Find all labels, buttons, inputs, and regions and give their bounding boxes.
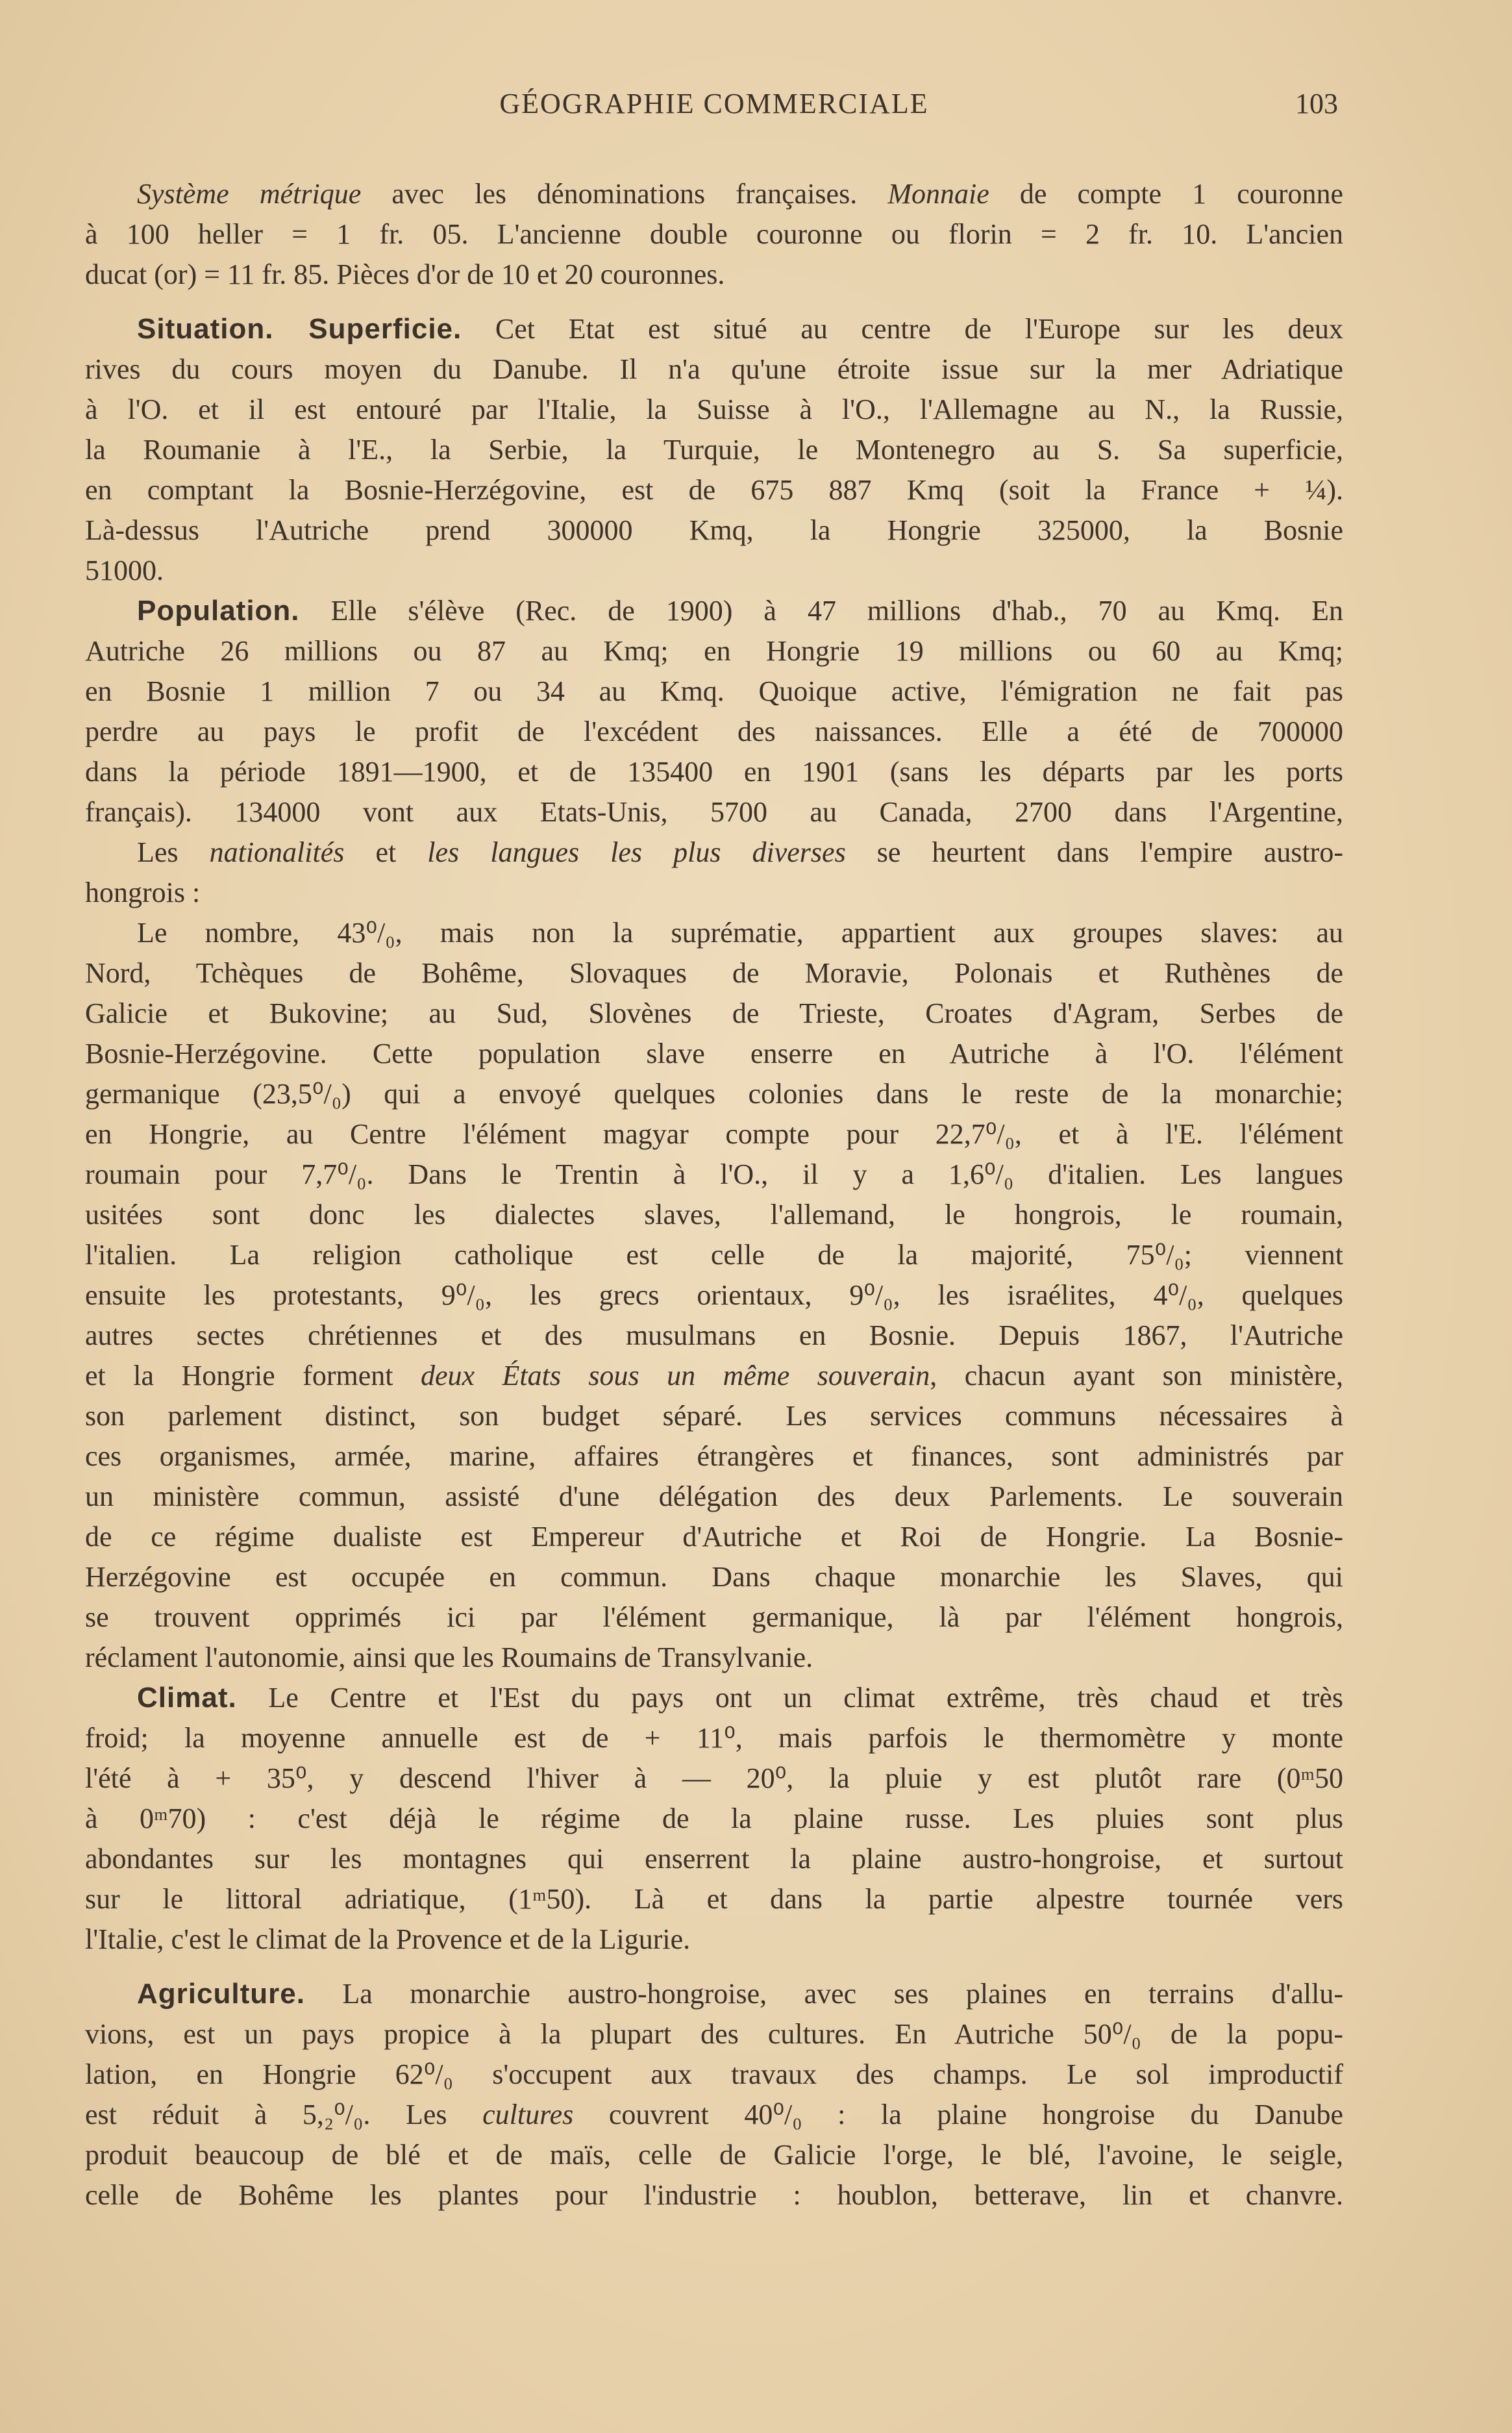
text-line — [85, 1597, 1343, 1638]
section-heading: Population. — [137, 595, 300, 627]
text-run: Herzégovine est occupée en commun. Dans chaque monarchie les Slaves, qui — [85, 1561, 1343, 1593]
paragraph — [85, 591, 1343, 832]
text-run: français). 134000 vont aux Etats-Unis, 5700 au Canada, 2700 dans l'Argentine, — [85, 796, 1343, 828]
text-run: Les — [137, 836, 210, 868]
text-run: Le Centre et l'Est du pays ont un climat extrême, très chaud et très — [236, 1682, 1343, 1714]
italic-text: deux États sous un même souverain — [420, 1360, 930, 1391]
text-run: roumain pour 7,7⁰/₀. Dans le Trentin à l'O., il y a 1,6⁰/₀ d'italien. Les langues — [85, 1158, 1343, 1190]
text-line — [85, 255, 1343, 295]
text-line — [85, 2014, 1343, 2054]
text-line — [85, 832, 1343, 873]
text-line — [85, 1436, 1343, 1477]
text-run: sur le littoral adriatique, (1ᵐ50). Là et dans la partie alpestre tournée vers — [85, 1883, 1343, 1915]
text-line — [85, 1396, 1343, 1436]
text-line — [85, 591, 1343, 631]
text-run: ces organismes, armée, marine, affaires étrangères et finances, sont administrés par — [85, 1440, 1343, 1472]
text-run: celle de Bohême les plantes pour l'industrie : houblon, betterave, lin et chanvre. — [85, 2179, 1343, 2211]
text-run: réclament l'autonomie, ainsi que les Roumains de Transylvanie. — [85, 1641, 813, 1673]
text-run: dans la période 1891—1900, et de 135400 en 1901 (sans les départs par les ports — [85, 756, 1343, 788]
text-line — [85, 1974, 1343, 2014]
text-line — [85, 1195, 1343, 1235]
text-run: hongrois : — [85, 877, 201, 908]
text-run: Le nombre, 43⁰/₀, mais non la suprématie, appartient aux groupes slaves: au — [137, 917, 1343, 949]
text-run: se heurtent dans l'empire austro- — [845, 836, 1343, 868]
text-line — [85, 174, 1343, 214]
text-run: l'été à + 35⁰, y descend l'hiver à — 20⁰, la pluie y est plutôt rare (0ᵐ50 — [85, 1762, 1343, 1794]
text-run: Cet Etat est situé au centre de l'Europe sur les deux — [462, 313, 1343, 345]
running-title: GÉOGRAPHIE COMMERCIALE — [499, 88, 929, 119]
text-line — [85, 1879, 1343, 1919]
page-number: 103 — [1295, 88, 1338, 119]
text-line — [85, 873, 1343, 913]
text-line — [85, 712, 1343, 752]
italic-text: Système métrique — [137, 178, 362, 210]
paragraph — [85, 913, 1343, 1678]
text-run: et — [344, 836, 428, 868]
text-line — [85, 1517, 1343, 1557]
text-run: produit beaucoup de blé et de maïs, celle de Galicie l'orge, le blé, l'avoine, le seigle, — [85, 2139, 1343, 2171]
text-run: de compte 1 couronne — [989, 178, 1343, 210]
text-run: froid; la moyenne annuelle est de + 11⁰, mais parfois le thermomètre y monte — [85, 1722, 1343, 1754]
text-line — [85, 2135, 1343, 2175]
text-run: Autriche 26 millions ou 87 au Kmq; en Hongrie 19 millions ou 60 au Kmq; — [85, 635, 1343, 667]
text-line — [85, 214, 1343, 255]
text-run: ensuite les protestants, 9⁰/₀, les grecs orientaux, 9⁰/₀, les israélites, 4⁰/₀, quelques — [85, 1279, 1343, 1311]
italic-text: les langues les plus diverses — [427, 836, 846, 868]
text-line — [85, 1477, 1343, 1517]
text-run: usitées sont donc les dialectes slaves, l'allemand, le hongrois, le roumain, — [85, 1199, 1343, 1230]
text-line — [85, 309, 1343, 349]
text-line — [85, 349, 1343, 390]
paragraph — [85, 309, 1343, 591]
text-line — [85, 2095, 1343, 2135]
section-heading: Situation. Superficie. — [137, 313, 462, 345]
text-run: son parlement distinct, son budget séparé. Les services communs nécessaires à — [85, 1400, 1343, 1432]
text-line — [85, 671, 1343, 712]
text-run: ducat (or) = 11 fr. 85. Pièces d'or de 10 et 20 couronnes. — [85, 258, 725, 290]
text-line — [85, 1034, 1343, 1074]
paragraph — [85, 832, 1343, 913]
paragraph — [85, 1974, 1343, 2215]
text-run: perdre au pays le profit de l'excédent des naissances. Elle a été de 700000 — [85, 716, 1343, 747]
text-line — [85, 2054, 1343, 2095]
text-run: à l'O. et il est entouré par l'Italie, la Suisse à l'O., l'Allemagne au N., la Russie, — [85, 393, 1343, 425]
text-line — [85, 551, 1343, 591]
text-run: vions, est un pays propice à la plupart des cultures. En Autriche 50⁰/₀ de la popu- — [85, 2018, 1343, 2050]
text-run: 51000. — [85, 555, 164, 586]
text-line — [85, 1799, 1343, 1839]
text-run: en comptant la Bosnie-Herzégovine, est de 675 887 Kmq (soit la France + ¼). — [85, 474, 1343, 506]
text-line — [85, 1919, 1343, 1960]
italic-text: nationalités — [209, 836, 345, 868]
text-run: Bosnie-Herzégovine. Cette population slave enserre en Autriche à l'O. l'élément — [85, 1038, 1343, 1069]
text-line — [85, 631, 1343, 671]
text-line — [85, 510, 1343, 551]
text-line — [85, 1678, 1343, 1718]
text-run: se trouvent opprimés ici par l'élément germanique, là par l'élément hongrois, — [85, 1601, 1343, 1633]
text-run: rives du cours moyen du Danube. Il n'a qu'une étroite issue sur la mer Adriatique — [85, 353, 1343, 385]
text-line — [85, 1557, 1343, 1597]
paragraph — [85, 174, 1343, 295]
italic-text: Monnaie — [887, 178, 989, 210]
text-run: en Bosnie 1 million 7 ou 34 au Kmq. Quoique active, l'émigration ne fait pas — [85, 675, 1343, 707]
text-run: de ce régime dualiste est Empereur d'Autriche et Roi de Hongrie. La Bosnie- — [85, 1521, 1343, 1553]
text-run: l'italien. La religion catholique est celle de la majorité, 75⁰/₀; viennent — [85, 1239, 1343, 1271]
text-run: à 100 heller = 1 fr. 05. L'ancienne double couronne ou florin = 2 fr. 10. L'ancien — [85, 218, 1343, 250]
text-line — [85, 1638, 1343, 1678]
text-line — [85, 390, 1343, 430]
text-run: Nord, Tchèques de Bohême, Slovaques de Moravie, Polonais et Ruthènes de — [85, 957, 1343, 989]
text-run: autres sectes chrétiennes et des musulmans en Bosnie. Depuis 1867, l'Autriche — [85, 1319, 1343, 1351]
page-header — [85, 87, 1343, 126]
text-line — [85, 1114, 1343, 1154]
text-line — [85, 1718, 1343, 1758]
text-run: couvrent 40⁰/₀ : la plaine hongroise du Danube — [573, 2099, 1344, 2130]
text-run: germanique (23,5⁰/₀) qui a envoyé quelques colonies dans le reste de la monarchie; — [85, 1078, 1343, 1110]
text-line — [85, 1275, 1343, 1316]
italic-text: cultures — [482, 2099, 574, 2130]
text-run: un ministère commun, assisté d'une délégation des deux Parlements. Le souverain — [85, 1480, 1343, 1512]
text-line — [85, 1235, 1343, 1275]
text-line — [85, 1154, 1343, 1195]
text-run: la Roumanie à l'E., la Serbie, la Turquie, le Montenegro au S. Sa superficie, — [85, 434, 1343, 466]
text-line — [85, 1316, 1343, 1356]
text-run: avec les dénominations françaises. — [361, 178, 888, 210]
section-heading: Climat. — [137, 1682, 237, 1714]
text-line — [85, 1074, 1343, 1114]
paragraph — [85, 1678, 1343, 1960]
text-run: et la Hongrie forment — [85, 1360, 421, 1391]
text-line — [85, 792, 1343, 832]
text-run: lation, en Hongrie 62⁰/₀ s'occupent aux travaux des champs. Le sol improductif — [85, 2058, 1343, 2090]
text-run: Elle s'élève (Rec. de 1900) à 47 millions d'hab., 70 au Kmq. En — [299, 595, 1343, 627]
text-run: l'Italie, c'est le climat de la Provence et de la Ligurie. — [85, 1923, 691, 1955]
text-line — [85, 2175, 1343, 2215]
text-run: est réduit à 5,₂⁰/₀. Les — [85, 2099, 483, 2130]
text-line — [85, 1839, 1343, 1879]
text-line — [85, 1356, 1343, 1396]
text-run: abondantes sur les montagnes qui enserrent la plaine austro-hongroise, et surtout — [85, 1843, 1343, 1875]
text-line — [85, 752, 1343, 792]
text-line — [85, 430, 1343, 470]
text-run: La monarchie austro-hongroise, avec ses plaines en terrains d'allu- — [304, 1978, 1343, 2010]
text-run: , chacun ayant son ministère, — [930, 1360, 1343, 1391]
text-line — [85, 993, 1343, 1034]
text-run: Galicie et Bukovine; au Sud, Slovènes de Trieste, Croates d'Agram, Serbes de — [85, 997, 1343, 1029]
text-line — [85, 470, 1343, 510]
section-heading: Agriculture. — [137, 1978, 305, 2010]
text-run: Là-dessus l'Autriche prend 300000 Kmq, la Hongrie 325000, la Bosnie — [85, 514, 1343, 546]
text-run: en Hongrie, au Centre l'élément magyar compte pour 22,7⁰/₀, et à l'E. l'élément — [85, 1118, 1343, 1150]
text-line — [85, 953, 1343, 993]
text-line — [85, 913, 1343, 953]
text-line — [85, 1758, 1343, 1799]
page-body — [85, 174, 1343, 2215]
text-run: à 0ᵐ70) : c'est déjà le régime de la plaine russe. Les pluies sont plus — [85, 1803, 1343, 1834]
